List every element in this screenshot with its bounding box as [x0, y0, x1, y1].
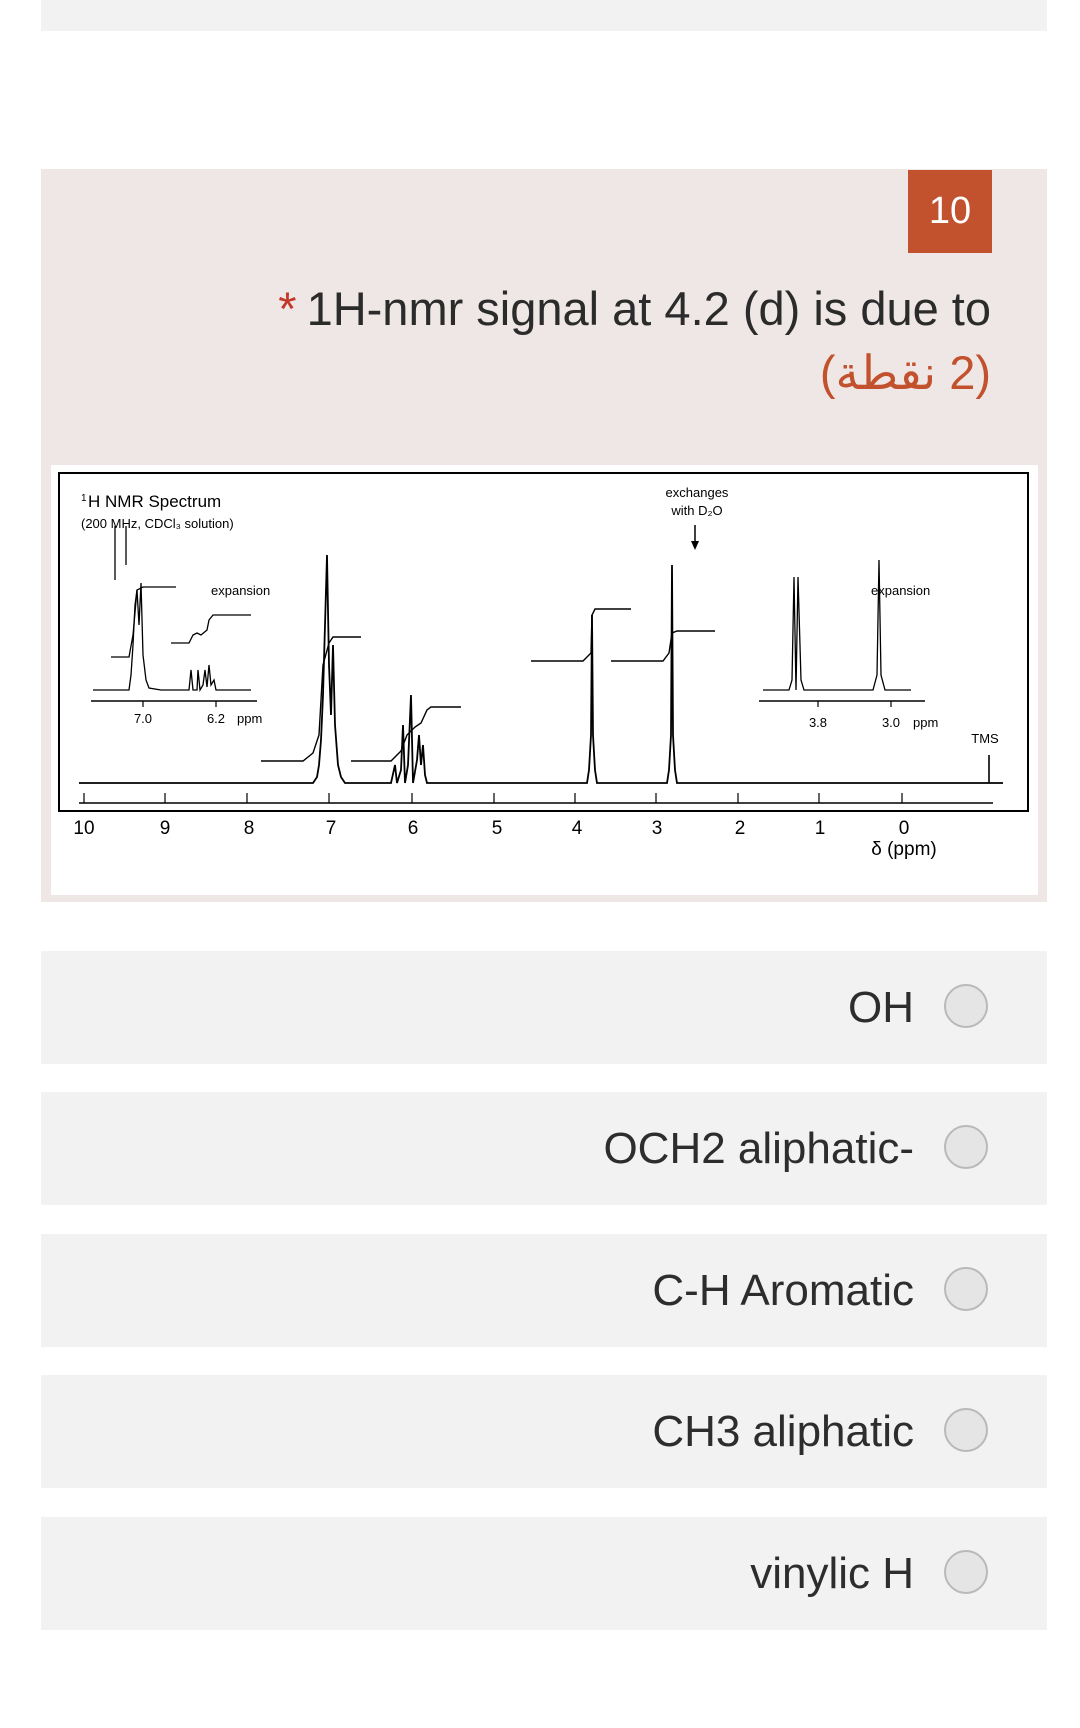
tms-label: TMS — [971, 731, 999, 746]
question-title — [278, 281, 991, 336]
option-label[interactable]: CH3 aliphatic — [652, 1407, 914, 1456]
inset-right-trace — [763, 560, 911, 690]
inset-left-trace — [93, 583, 251, 690]
option-ch3-aliphatic[interactable] — [41, 1375, 1047, 1488]
inset-right-unit: ppm — [913, 715, 939, 730]
option-label[interactable]: OCH2 aliphatic- — [603, 1124, 914, 1173]
question-number-badge: 10 — [908, 170, 992, 253]
spectrum-subheading: (200 MHz, CDCl₃ solution) — [81, 516, 234, 531]
annotation-line2: with D₂O — [671, 503, 723, 518]
inset-right-tick1: 3.8 — [808, 715, 828, 730]
axis-tick-0: 0 — [898, 818, 910, 839]
expansion-left-label: expansion — [211, 583, 271, 598]
axis-tick-8: 8 — [243, 818, 255, 839]
radio-button[interactable] — [944, 984, 988, 1028]
inset-right-tick2: 3.0 — [881, 715, 901, 730]
axis-tick-1: 1 — [814, 818, 826, 839]
axis-tick-5: 5 — [491, 818, 503, 839]
option-ch-aromatic[interactable] — [41, 1234, 1047, 1347]
radio-button[interactable] — [944, 1550, 988, 1594]
integral-aromatic — [261, 637, 361, 761]
main-axis-ticks — [84, 793, 902, 803]
axis-tick-4: 4 — [571, 818, 583, 839]
option-label[interactable]: vinylic H — [750, 1549, 914, 1598]
nmr-spectrum-figure — [51, 465, 1038, 895]
axis-label: δ (ppm) — [871, 839, 937, 860]
heading-superscript: 1 — [81, 493, 87, 504]
axis-tick-3: 3 — [651, 818, 663, 839]
expansion-right-label: expansion — [871, 583, 931, 598]
axis-tick-10: 10 — [73, 818, 95, 839]
option-oh[interactable] — [41, 951, 1047, 1064]
axis-tick-6: 6 — [407, 818, 419, 839]
question-text: 1H-nmr signal at 4.2 (d) is due to — [306, 282, 991, 335]
inset-left-tick2: 6.2 — [206, 711, 226, 726]
radio-button[interactable] — [944, 1408, 988, 1452]
inset-left-integral-a — [111, 587, 176, 657]
radio-button[interactable] — [944, 1125, 988, 1169]
main-axis-tick-labels — [73, 818, 909, 839]
inset-left-unit: ppm — [237, 711, 263, 726]
nmr-spectrum-image — [51, 465, 1038, 895]
question-points: (2 نقطة) — [819, 346, 991, 399]
axis-tick-2: 2 — [734, 818, 746, 839]
option-och2-aliphatic[interactable] — [41, 1092, 1047, 1205]
integral-och2 — [531, 609, 631, 661]
spectrum-heading: H NMR Spectrum — [88, 492, 222, 511]
previous-question-card — [41, 0, 1047, 31]
integral-oh — [611, 631, 715, 661]
required-marker: * — [278, 282, 297, 335]
integral-vinylic — [351, 707, 461, 761]
option-label[interactable]: OH — [848, 983, 914, 1032]
inset-left-tick1: 7.0 — [133, 711, 153, 726]
question-card — [41, 169, 1047, 902]
inset-left-integral-b — [171, 615, 251, 643]
annotation-arrow-head — [691, 541, 699, 550]
axis-tick-7: 7 — [325, 818, 337, 839]
option-vinylic-h[interactable] — [41, 1517, 1047, 1630]
option-label[interactable]: C-H Aromatic — [652, 1266, 914, 1315]
radio-button[interactable] — [944, 1267, 988, 1311]
axis-tick-9: 9 — [159, 818, 171, 839]
annotation-line1: exchanges — [665, 485, 729, 500]
